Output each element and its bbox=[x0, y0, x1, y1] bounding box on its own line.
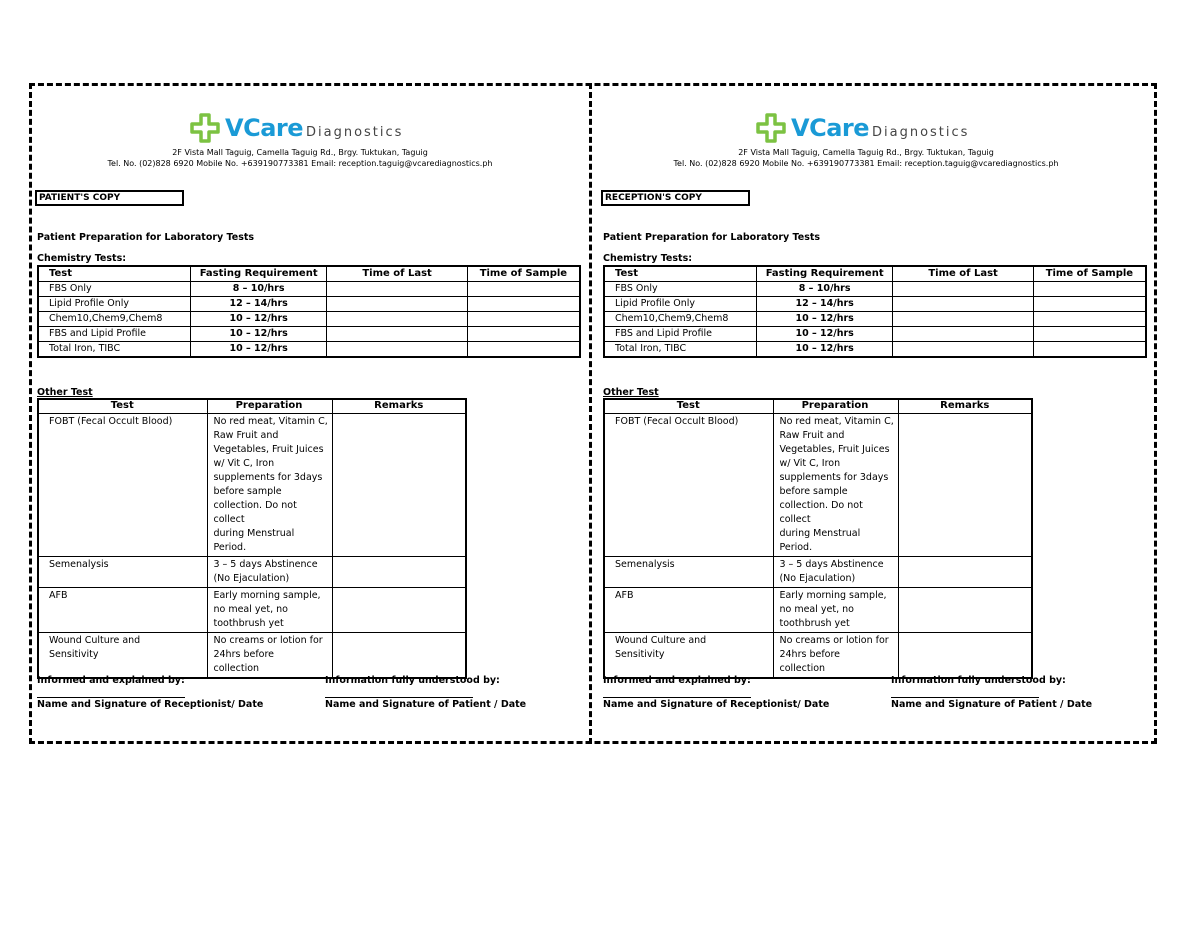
chem-heading: Chemistry Tests: bbox=[603, 253, 693, 264]
test-name: AFB bbox=[38, 588, 208, 633]
company-logo bbox=[190, 113, 403, 143]
table-row bbox=[38, 297, 580, 312]
col-test: Test bbox=[38, 266, 190, 282]
table-row bbox=[38, 557, 466, 588]
fasting-req: 10 – 12/hrs bbox=[756, 342, 892, 358]
remarks-field[interactable] bbox=[898, 633, 1032, 679]
fasting-req: 10 – 12/hrs bbox=[190, 312, 326, 327]
table-row bbox=[38, 327, 580, 342]
table-row bbox=[604, 557, 1032, 588]
other-heading: Other Test bbox=[603, 387, 659, 398]
remarks-field[interactable] bbox=[332, 414, 466, 557]
time-sample-field[interactable] bbox=[1033, 327, 1146, 342]
table-row bbox=[604, 588, 1032, 633]
preparation bbox=[208, 588, 332, 633]
table-header-row bbox=[38, 266, 580, 282]
address-line-2: Tel. No. (02)828 6920 Mobile No. +639190773381 Email: reception.taguig@vcarediagnostics.ph bbox=[107, 159, 493, 168]
prep-line: Raw Fruit and bbox=[779, 430, 845, 441]
prep-line: collection bbox=[779, 663, 826, 674]
test-name: Lipid Profile Only bbox=[604, 297, 756, 312]
preparation bbox=[208, 557, 332, 588]
prep-line: during Menstrual Period. bbox=[213, 528, 295, 553]
patient-signature-line[interactable] bbox=[891, 697, 1039, 698]
brand-name: VCare bbox=[225, 114, 303, 142]
test-name: AFB bbox=[604, 588, 774, 633]
col-preparation: Preparation bbox=[774, 399, 898, 414]
other-heading: Other Test bbox=[37, 387, 93, 398]
receptionist-signature-caption: Name and Signature of Receptionist/ Date bbox=[603, 699, 830, 710]
prep-line: during Menstrual Period. bbox=[779, 528, 861, 553]
preparation bbox=[208, 633, 332, 679]
prep-line: supplements for 3days bbox=[779, 472, 889, 483]
preparation bbox=[774, 557, 898, 588]
remarks-field[interactable] bbox=[332, 588, 466, 633]
prep-line: No creams or lotion for bbox=[213, 635, 323, 646]
col-time-sample: Time of Sample bbox=[467, 266, 580, 282]
remarks-field[interactable] bbox=[898, 414, 1032, 557]
time-last-field[interactable] bbox=[893, 342, 1033, 358]
prep-line: toothbrush yet bbox=[779, 618, 850, 629]
prep-line: collection. Do not collect bbox=[779, 500, 863, 525]
prep-line: toothbrush yet bbox=[213, 618, 284, 629]
reception-copy-form bbox=[566, 83, 1134, 744]
time-last-field[interactable] bbox=[327, 312, 467, 327]
preparation bbox=[774, 588, 898, 633]
test-name: Semenalysis bbox=[604, 557, 774, 588]
patient-signature-line[interactable] bbox=[325, 697, 473, 698]
preparation bbox=[774, 414, 898, 557]
fasting-req: 12 – 14/hrs bbox=[756, 297, 892, 312]
col-preparation: Preparation bbox=[208, 399, 332, 414]
preparation bbox=[208, 414, 332, 557]
other-tests-table bbox=[603, 398, 1033, 679]
address-line-1: 2F Vista Mall Taguig, Camella Taguig Rd., Brgy. Tuktukan, Taguig bbox=[738, 148, 994, 157]
fasting-req: 8 – 10/hrs bbox=[190, 282, 326, 297]
col-fasting: Fasting Requirement bbox=[190, 266, 326, 282]
prep-line: before sample bbox=[779, 486, 848, 497]
fasting-req: 10 – 12/hrs bbox=[190, 342, 326, 358]
test-name: Lipid Profile Only bbox=[38, 297, 190, 312]
remarks-field[interactable] bbox=[898, 588, 1032, 633]
table-row bbox=[604, 633, 1032, 679]
prep-line: (No Ejaculation) bbox=[779, 573, 856, 584]
table-row bbox=[604, 327, 1146, 342]
copy-label: RECEPTION'S COPY bbox=[601, 190, 750, 206]
col-remarks: Remarks bbox=[898, 399, 1032, 414]
prep-line: Raw Fruit and bbox=[213, 430, 279, 441]
table-row bbox=[38, 414, 466, 557]
prep-line: collection bbox=[213, 663, 260, 674]
informed-label: Informed and explained by: bbox=[603, 675, 751, 686]
table-row bbox=[604, 312, 1146, 327]
prep-line: no meal yet, no bbox=[213, 604, 288, 615]
time-sample-field[interactable] bbox=[1033, 312, 1146, 327]
brand-name: VCare bbox=[791, 114, 869, 142]
prep-line: 3 – 5 days Abstinence bbox=[213, 559, 318, 570]
prep-line: w/ Vit C, Iron bbox=[213, 458, 275, 469]
other-tests-table bbox=[37, 398, 467, 679]
fasting-req: 10 – 12/hrs bbox=[756, 327, 892, 342]
table-row bbox=[604, 414, 1032, 557]
prep-line: 24hrs before bbox=[779, 649, 841, 660]
time-sample-field[interactable] bbox=[1033, 282, 1146, 297]
table-row bbox=[38, 588, 466, 633]
time-sample-field[interactable] bbox=[1033, 297, 1146, 312]
table-row bbox=[604, 282, 1146, 297]
prep-line: before sample bbox=[213, 486, 282, 497]
table-row bbox=[604, 297, 1146, 312]
time-sample-field[interactable] bbox=[467, 327, 580, 342]
col-time-last: Time of Last bbox=[893, 266, 1033, 282]
prep-line: Vegetables, Fruit Juices bbox=[213, 444, 324, 455]
time-last-field[interactable] bbox=[327, 342, 467, 358]
copy-label: PATIENT'S COPY bbox=[35, 190, 184, 206]
time-sample-field[interactable] bbox=[1033, 342, 1146, 358]
test-name: FOBT (Fecal Occult Blood) bbox=[604, 414, 774, 557]
address-line-2: Tel. No. (02)828 6920 Mobile No. +639190773381 Email: reception.taguig@vcarediagnostics.ph bbox=[673, 159, 1059, 168]
chem-heading: Chemistry Tests: bbox=[37, 253, 127, 264]
time-last-field[interactable] bbox=[327, 297, 467, 312]
table-header-row bbox=[38, 399, 466, 414]
time-last-field[interactable] bbox=[893, 282, 1033, 297]
test-name: Chem10,Chem9,Chem8 bbox=[604, 312, 756, 327]
table-row bbox=[38, 282, 580, 297]
prep-line: no meal yet, no bbox=[779, 604, 854, 615]
prep-line: w/ Vit C, Iron bbox=[779, 458, 841, 469]
time-last-field[interactable] bbox=[893, 297, 1033, 312]
fasting-req: 8 – 10/hrs bbox=[756, 282, 892, 297]
receptionist-signature-caption: Name and Signature of Receptionist/ Date bbox=[37, 699, 264, 710]
patient-copy-form bbox=[0, 83, 568, 744]
chemistry-table bbox=[37, 265, 581, 358]
col-test: Test bbox=[604, 266, 756, 282]
col-time-sample: Time of Sample bbox=[1033, 266, 1146, 282]
understood-label: Information fully understood by: bbox=[325, 675, 500, 686]
prep-line: No red meat, Vitamin C, bbox=[779, 416, 894, 427]
company-logo bbox=[756, 113, 969, 143]
prep-line: (No Ejaculation) bbox=[213, 573, 290, 584]
time-sample-field[interactable] bbox=[467, 312, 580, 327]
informed-label: Informed and explained by: bbox=[37, 675, 185, 686]
col-test: Test bbox=[604, 399, 774, 414]
prep-heading: Patient Preparation for Laboratory Tests bbox=[603, 232, 821, 243]
prep-line: Vegetables, Fruit Juices bbox=[779, 444, 890, 455]
prep-line: 24hrs before bbox=[213, 649, 275, 660]
table-row bbox=[604, 342, 1146, 358]
medical-cross-icon bbox=[190, 113, 220, 143]
table-row bbox=[38, 342, 580, 358]
address-line-1: 2F Vista Mall Taguig, Camella Taguig Rd., Brgy. Tuktukan, Taguig bbox=[172, 148, 428, 157]
test-name: Total Iron, TIBC bbox=[604, 342, 756, 358]
chemistry-table bbox=[603, 265, 1147, 358]
table-row bbox=[38, 633, 466, 679]
prep-line: No red meat, Vitamin C, bbox=[213, 416, 328, 427]
patient-signature-caption: Name and Signature of Patient / Date bbox=[891, 699, 1093, 710]
test-name: Wound Culture and Sensitivity bbox=[604, 633, 774, 679]
test-name: FBS Only bbox=[604, 282, 756, 297]
time-sample-field[interactable] bbox=[467, 342, 580, 358]
test-name: Chem10,Chem9,Chem8 bbox=[38, 312, 190, 327]
prep-line: Early morning sample, bbox=[779, 590, 887, 601]
col-test: Test bbox=[38, 399, 208, 414]
prep-line: collection. Do not collect bbox=[213, 500, 297, 525]
time-sample-field[interactable] bbox=[467, 282, 580, 297]
test-name: Semenalysis bbox=[38, 557, 208, 588]
fasting-req: 10 – 12/hrs bbox=[190, 327, 326, 342]
test-name: FBS and Lipid Profile bbox=[604, 327, 756, 342]
prep-heading: Patient Preparation for Laboratory Tests bbox=[37, 232, 255, 243]
receptionist-signature-line[interactable] bbox=[37, 697, 185, 698]
remarks-field[interactable] bbox=[332, 633, 466, 679]
brand-sub: Diagnostics bbox=[306, 124, 404, 140]
time-last-field[interactable] bbox=[893, 327, 1033, 342]
fasting-req: 12 – 14/hrs bbox=[190, 297, 326, 312]
time-last-field[interactable] bbox=[893, 312, 1033, 327]
table-header-row bbox=[604, 266, 1146, 282]
prep-line: 3 – 5 days Abstinence bbox=[779, 559, 884, 570]
table-row bbox=[38, 312, 580, 327]
test-name: FBS and Lipid Profile bbox=[38, 327, 190, 342]
table-header-row bbox=[604, 399, 1032, 414]
time-sample-field[interactable] bbox=[467, 297, 580, 312]
remarks-field[interactable] bbox=[898, 557, 1032, 588]
test-name: Wound Culture and Sensitivity bbox=[38, 633, 208, 679]
brand-sub: Diagnostics bbox=[872, 124, 970, 140]
patient-signature-caption: Name and Signature of Patient / Date bbox=[325, 699, 527, 710]
prep-line: Early morning sample, bbox=[213, 590, 321, 601]
prep-line: supplements for 3days bbox=[213, 472, 323, 483]
prep-line: No creams or lotion for bbox=[779, 635, 889, 646]
remarks-field[interactable] bbox=[332, 557, 466, 588]
receptionist-signature-line[interactable] bbox=[603, 697, 751, 698]
test-name: FBS Only bbox=[38, 282, 190, 297]
understood-label: Information fully understood by: bbox=[891, 675, 1066, 686]
preparation bbox=[774, 633, 898, 679]
fasting-req: 10 – 12/hrs bbox=[756, 312, 892, 327]
time-last-field[interactable] bbox=[327, 327, 467, 342]
medical-cross-icon bbox=[756, 113, 786, 143]
time-last-field[interactable] bbox=[327, 282, 467, 297]
col-time-last: Time of Last bbox=[327, 266, 467, 282]
test-name: FOBT (Fecal Occult Blood) bbox=[38, 414, 208, 557]
test-name: Total Iron, TIBC bbox=[38, 342, 190, 358]
col-remarks: Remarks bbox=[332, 399, 466, 414]
col-fasting: Fasting Requirement bbox=[756, 266, 892, 282]
